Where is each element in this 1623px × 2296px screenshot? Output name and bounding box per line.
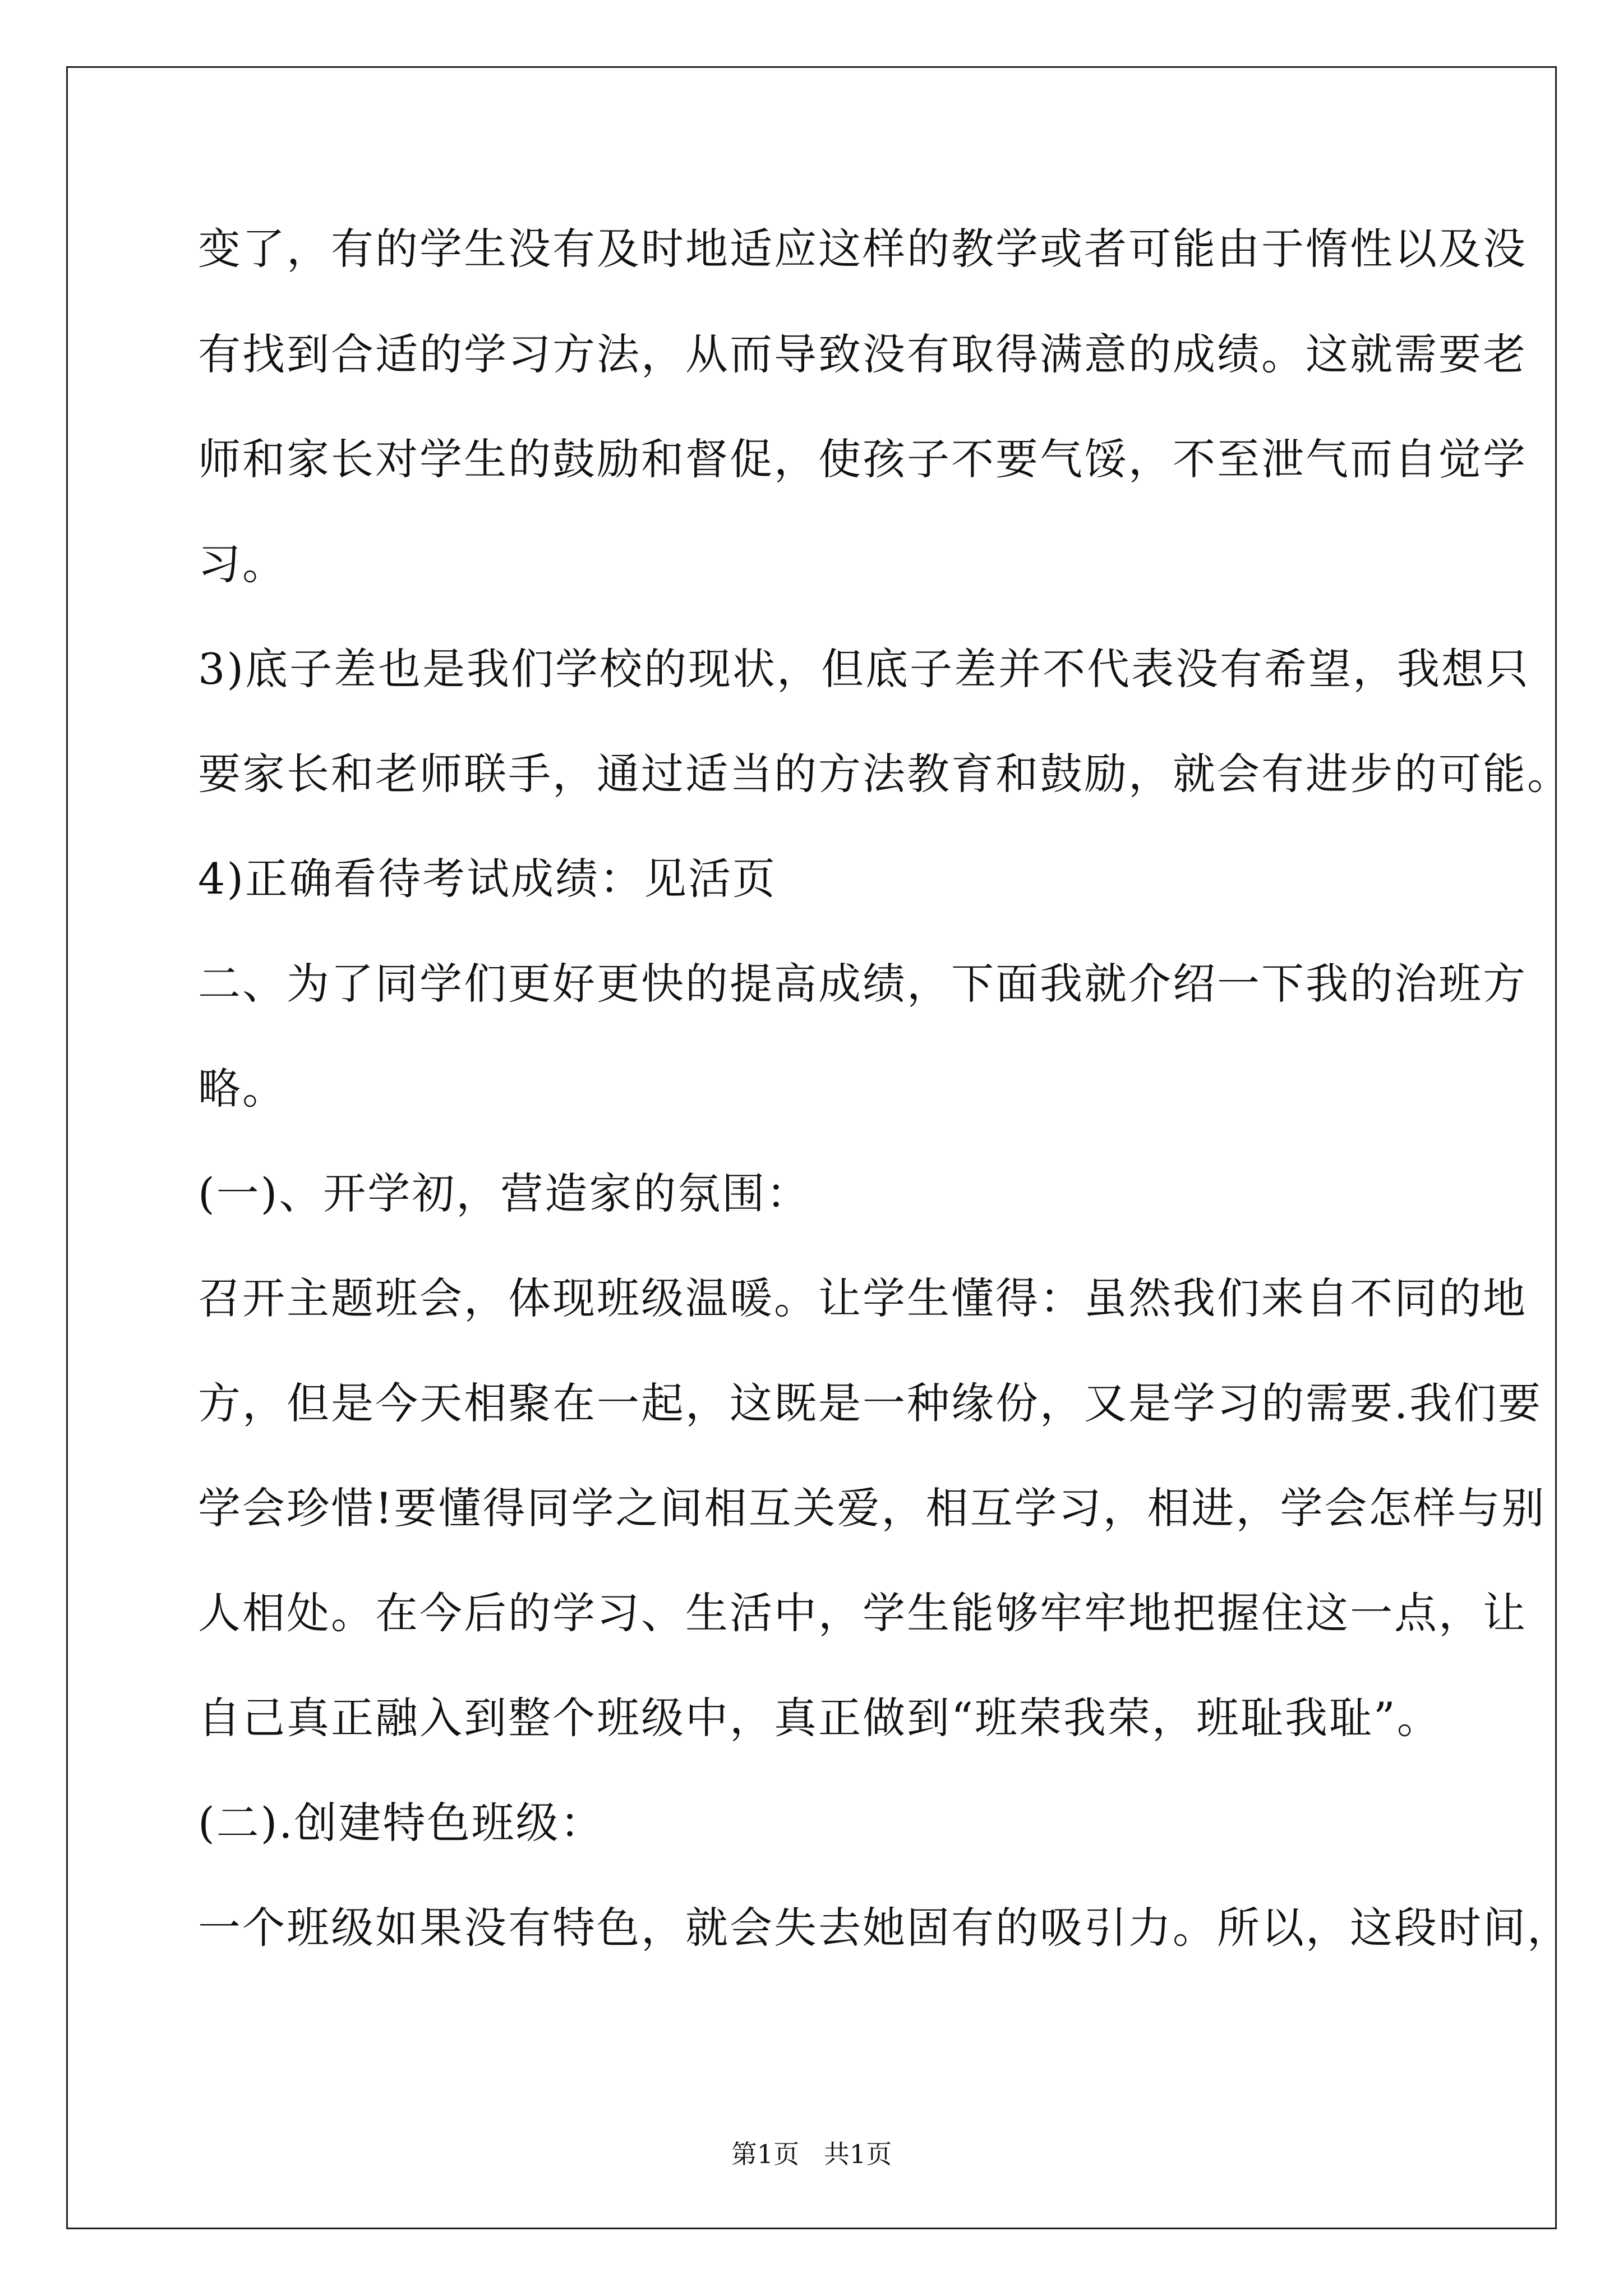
text-line: 3)底子差也是我们学校的现状，但底子差并不代表没有希望，我想只 (198, 644, 1530, 694)
text-line: 自己真正融入到整个班级中，真正做到“班荣我荣，班耻我耻”。 (198, 1693, 1441, 1743)
text-line: 一个班级如果没有特色，就会失去她固有的吸引力。所以，这段时间， (198, 1903, 1571, 1953)
text-line: 人相处。在今后的学习、生活中，学生能够牢牢地把握住这一点，让 (198, 1588, 1527, 1638)
text-line: (二).创建特色班级： (198, 1798, 605, 1848)
text-line: 二、为了同学们更好更快的提高成绩，下面我就介绍一下我的治班方 (198, 959, 1527, 1009)
text-line: 方，但是今天相聚在一起，这既是一种缘份，又是学习的需要.我们要 (198, 1378, 1543, 1428)
text-line: 变了，有的学生没有及时地适应这样的教学或者可能由于惰性以及没 (198, 224, 1527, 274)
text-line: 师和家长对学生的鼓励和督促，使孩子不要气馁，不至泄气而自觉学 (198, 434, 1527, 484)
text-line: 习。 (198, 539, 287, 589)
text-line: 略。 (198, 1064, 287, 1114)
text-line: 召开主题班会，体现班级温暖。让学生懂得：虽然我们来自不同的地 (198, 1273, 1527, 1323)
page-footer: 第1页 共1页 (731, 2139, 892, 2169)
text-line: 要家长和老师联手，通过适当的方法教育和鼓励，就会有进步的可能。 (198, 749, 1571, 799)
text-line: 4)正确看待考试成绩：见活页 (198, 854, 777, 904)
text-line: 学会珍惜!要懂得同学之间相互关爱，相互学习，相进，学会怎样与别 (198, 1483, 1546, 1533)
text-line: (一)、开学初，营造家的氛围： (198, 1168, 811, 1218)
text-line: 有找到合适的学习方法，从而导致没有取得满意的成绩。这就需要老 (198, 329, 1527, 379)
